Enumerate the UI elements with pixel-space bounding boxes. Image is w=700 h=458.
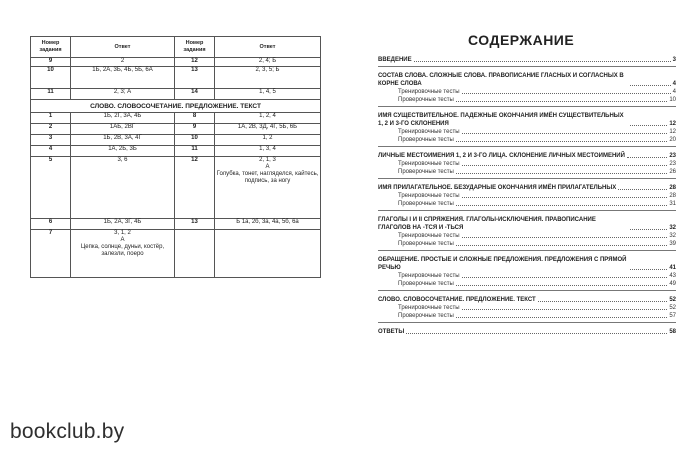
answers-table <box>30 36 321 278</box>
toc-title: СОДЕРЖАНИЕ <box>468 32 575 48</box>
table-row <box>31 113 321 124</box>
toc-subentry <box>378 88 676 96</box>
toc-subentry <box>378 200 676 208</box>
toc-leader-dots <box>462 309 668 310</box>
table-bottom-section <box>31 113 321 278</box>
task-number-cell: 6 <box>31 219 71 230</box>
toc-leader-dots <box>414 61 671 62</box>
toc-chapter-entry <box>378 152 676 160</box>
toc-entry-title: ИМЯ ПРИЛАГАТЕЛЬНОЕ. БЕЗУДАРНЫЕ ОКОНЧАНИЯ ИМЁН ПРИЛАГАТЕЛЬНЫХ <box>378 185 617 191</box>
toc-subentry <box>378 136 676 144</box>
toc-chapter-entry <box>378 72 676 88</box>
task-number-cell <box>175 230 215 278</box>
toc-subentry <box>378 232 676 240</box>
toc-entry-title: СЛОВО. СЛОВОСОЧЕТАНИЕ. ПРЕДЛОЖЕНИЕ. ТЕКСТ <box>378 297 536 303</box>
toc-subentry <box>378 192 676 200</box>
toc-leader-dots <box>456 317 667 318</box>
toc-chapter-entry <box>378 328 676 336</box>
toc-chapter-entry <box>378 216 676 232</box>
toc-page-number: 41 <box>669 265 676 271</box>
table-row <box>31 146 321 157</box>
column-header-answer: Ответ <box>71 37 175 58</box>
toc-subentry <box>378 304 676 312</box>
answer-cell <box>215 230 321 278</box>
answer-cell: 2, 1, 3 А Голубка, тонет, нагляделся, кайтесь, подпись, за ногу <box>215 157 321 219</box>
task-number-cell: 14 <box>175 89 215 100</box>
toc-page-number: 52 <box>669 297 676 303</box>
toc-entry-title: Тренировочные тесты <box>398 161 460 167</box>
toc-page-number: 12 <box>669 121 676 127</box>
toc-leader-dots <box>630 85 671 86</box>
answer-cell: 1А, 2В, 3Д, 4Г, 5Б, 6Б <box>215 124 321 135</box>
toc-page-number: 52 <box>669 305 676 311</box>
toc-chapter-entry <box>378 112 676 128</box>
toc-leader-dots <box>406 333 667 334</box>
toc-leader-dots <box>462 277 668 278</box>
toc-leader-dots <box>538 301 668 302</box>
toc-leader-dots <box>630 269 667 270</box>
toc-entry-title: ЛИЧНЫЕ МЕСТОИМЕНИЯ 1, 2 И 3-ГО ЛИЦА. СКЛОНЕНИЕ ЛИЧНЫХ МЕСТОИМЕНИЙ <box>378 153 625 159</box>
toc-entry-title: Проверочные тесты <box>398 137 454 143</box>
toc-subentry <box>378 240 676 248</box>
toc-divider <box>378 322 676 323</box>
table-row <box>31 157 321 219</box>
toc-entry-title: ВВЕДЕНИЕ <box>378 57 412 63</box>
toc-leader-dots <box>456 285 667 286</box>
table-row <box>31 89 321 100</box>
task-number-cell: 11 <box>31 89 71 100</box>
toc-subentry <box>378 168 676 176</box>
task-number-cell: 3 <box>31 135 71 146</box>
toc-entry-title: ИМЯ СУЩЕСТВИТЕЛЬНОЕ. ПАДЕЖНЫЕ ОКОНЧАНИЯ ИМЁН СУЩЕСТВИТЕЛЬНЫХ 1, 2 И 3-ГО СКЛОНЕНИЯ <box>378 113 624 127</box>
table-row <box>31 67 321 89</box>
task-number-cell: 2 <box>31 124 71 135</box>
toc-entry-title: СОСТАВ СЛОВА. СЛОЖНЫЕ СЛОВА. ПРАВОПИСАНИЕ ГЛАСНЫХ И СОГЛАСНЫХ В КОРНЕ СЛОВА <box>378 73 624 87</box>
toc-divider <box>378 146 676 147</box>
table-row <box>31 58 321 67</box>
task-number-cell: 13 <box>175 67 215 89</box>
column-header-number: Номер задания <box>175 37 215 58</box>
toc-page-number: 28 <box>669 193 676 199</box>
toc-entry-title: Тренировочные тесты <box>398 129 460 135</box>
task-number-cell: 10 <box>31 67 71 89</box>
task-number-cell: 9 <box>175 124 215 135</box>
toc-page-number: 49 <box>669 281 676 287</box>
toc-page-number: 43 <box>669 273 676 279</box>
answer-cell: 1Б, 2А, 3Б, 4Б, 5Б, 6А <box>71 67 175 89</box>
toc-leader-dots <box>462 165 668 166</box>
toc-leader-dots <box>630 229 667 230</box>
toc-page-number: 28 <box>669 185 676 191</box>
toc-page-number: 23 <box>669 161 676 167</box>
toc-subentry <box>378 160 676 168</box>
toc-leader-dots <box>462 237 668 238</box>
task-number-cell: 9 <box>31 58 71 67</box>
toc-chapter-entry <box>378 296 676 304</box>
toc-leader-dots <box>456 141 667 142</box>
answer-cell: 3, 6 <box>71 157 175 219</box>
toc-divider <box>378 66 676 67</box>
answer-cell: 1АБ, 2ВГ <box>71 124 175 135</box>
toc-entry-title: Проверочные тесты <box>398 169 454 175</box>
toc-divider <box>378 290 676 291</box>
task-number-cell: 4 <box>31 146 71 157</box>
toc-leader-dots <box>627 157 667 158</box>
answer-cell: 3, 1, 2 А Цепка, солнце, дуньи, костёр, залезли, поеро <box>71 230 175 278</box>
toc-page-number: 58 <box>669 329 676 335</box>
section-title: СЛОВО. СЛОВОСОЧЕТАНИЕ. ПРЕДЛОЖЕНИЕ. ТЕКСТ <box>31 100 321 113</box>
toc-divider <box>378 250 676 251</box>
toc-page-number: 10 <box>669 97 676 103</box>
toc-leader-dots <box>456 245 667 246</box>
toc-entry-title: Тренировочные тесты <box>398 89 460 95</box>
section-row <box>31 100 321 113</box>
toc-page-number: 26 <box>669 169 676 175</box>
task-number-cell: 10 <box>175 135 215 146</box>
toc-subentry <box>378 96 676 104</box>
toc-divider <box>378 178 676 179</box>
table-header-row <box>31 37 321 58</box>
toc-subentry <box>378 312 676 320</box>
toc-entry-title: Тренировочные тесты <box>398 273 460 279</box>
toc-subentry <box>378 128 676 136</box>
toc-page-number: 4 <box>672 81 676 87</box>
toc-entry-title: Проверочные тесты <box>398 97 454 103</box>
toc-subentry <box>378 272 676 280</box>
toc-leader-dots <box>456 205 667 206</box>
toc-page-number: 57 <box>669 313 676 319</box>
answers-page <box>0 0 345 458</box>
task-number-cell: 11 <box>175 146 215 157</box>
toc-page-number: 32 <box>669 233 676 239</box>
contents-page <box>352 0 700 458</box>
toc-entry-title: Тренировочные тесты <box>398 193 460 199</box>
toc-leader-dots <box>456 101 667 102</box>
answer-cell: 1Б, 2А, 3Г, 4Б <box>71 219 175 230</box>
toc-list <box>378 56 676 336</box>
table-top-section <box>31 58 321 100</box>
column-header-number: Номер задания <box>31 37 71 58</box>
column-header-answer: Ответ <box>215 37 321 58</box>
answer-cell: 2, 3; А <box>71 89 175 100</box>
toc-leader-dots <box>462 197 668 198</box>
toc-page-number: 31 <box>669 201 676 207</box>
toc-subentry <box>378 280 676 288</box>
toc-page-number: 32 <box>669 225 676 231</box>
answer-cell: 2, 4; Б <box>215 58 321 67</box>
answer-cell: 1Б, 2В, 3А, 4Г <box>71 135 175 146</box>
toc-entry-title: Проверочные тесты <box>398 201 454 207</box>
answer-cell: 2, 3, 5; Б <box>215 67 321 89</box>
toc-entry-title: Тренировочные тесты <box>398 233 460 239</box>
toc-leader-dots <box>618 189 667 190</box>
task-number-cell: 13 <box>175 219 215 230</box>
task-number-cell: 1 <box>31 113 71 124</box>
toc-entry-title: ОБРАЩЕНИЕ. ПРОСТЫЕ И СЛОЖНЫЕ ПРЕДЛОЖЕНИЯ. ПРЕДЛОЖЕНИЯ С ПРЯМОЙ РЕЧЬЮ <box>378 257 627 271</box>
task-number-cell: 5 <box>31 157 71 219</box>
answer-cell: 1, 2 <box>215 135 321 146</box>
answer-cell: 1, 4, 5 <box>215 89 321 100</box>
toc-leader-dots <box>462 93 671 94</box>
toc-chapter-entry <box>378 256 676 272</box>
toc-page-number: 23 <box>669 153 676 159</box>
table-row <box>31 230 321 278</box>
toc-entry-title: ГЛАГОЛЫ I И II СПРЯЖЕНИЯ. ГЛАГОЛЫ-ИСКЛЮЧЕНИЯ. ПРАВОПИСАНИЕ ГЛАГОЛОВ НА -ТСЯ И -ТЬСЯ <box>378 217 596 231</box>
task-number-cell: 12 <box>175 58 215 67</box>
toc-divider <box>378 210 676 211</box>
toc-page-number: 3 <box>672 57 676 63</box>
toc-divider <box>378 106 676 107</box>
toc-entry-title: Проверочные тесты <box>398 241 454 247</box>
toc-page-number: 12 <box>669 129 676 135</box>
task-number-cell: 7 <box>31 230 71 278</box>
answer-cell: 2 <box>71 58 175 67</box>
answer-cell: 1Б, 2Г, 3А, 4Б <box>71 113 175 124</box>
toc-entry-title: Проверочные тесты <box>398 313 454 319</box>
table-row <box>31 219 321 230</box>
answer-cell: 1, 3, 4 <box>215 146 321 157</box>
toc-page-number: 20 <box>669 137 676 143</box>
answer-cell: Б 1а, 2б, 3а, 4а, 5б, 6а <box>215 219 321 230</box>
toc-leader-dots <box>462 133 668 134</box>
table-row <box>31 124 321 135</box>
watermark: bookclub.by <box>10 420 125 443</box>
answer-cell: 1А, 2Б, 3Б <box>71 146 175 157</box>
toc-page-number: 4 <box>672 89 676 95</box>
toc-leader-dots <box>456 173 667 174</box>
toc-entry-title: ОТВЕТЫ <box>378 329 405 335</box>
toc-leader-dots <box>630 125 667 126</box>
table-row <box>31 135 321 146</box>
toc-page-number: 39 <box>669 241 676 247</box>
toc-entry-title: Проверочные тесты <box>398 281 454 287</box>
task-number-cell: 8 <box>175 113 215 124</box>
toc-chapter-entry <box>378 184 676 192</box>
toc-chapter-entry <box>378 56 676 64</box>
toc-entry-title: Тренировочные тесты <box>398 305 460 311</box>
answer-cell: 1, 2, 4 <box>215 113 321 124</box>
task-number-cell: 12 <box>175 157 215 219</box>
